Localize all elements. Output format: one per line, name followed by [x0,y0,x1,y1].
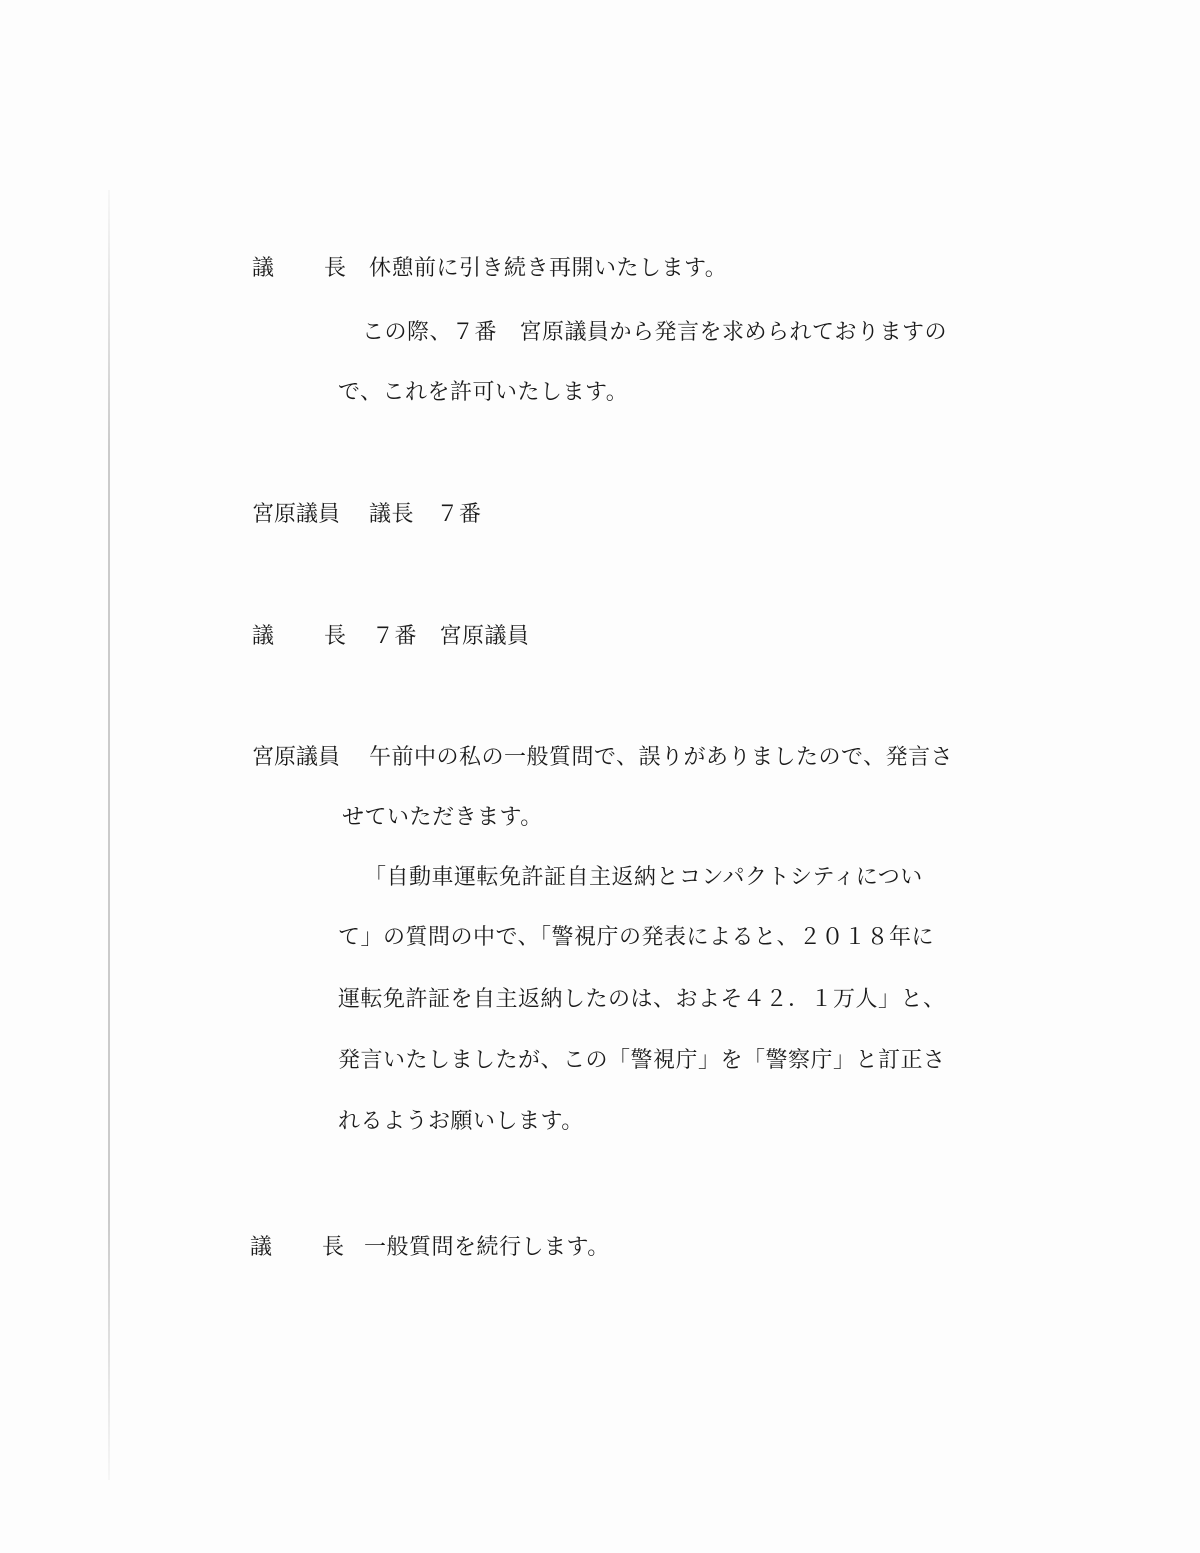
statement-line: 発言いたしましたが、この「警視庁」を「警察庁」と訂正さ [338,1048,946,1073]
scan-edge-line [108,190,110,1480]
speaker-chair-char1: 議 [252,256,275,281]
speaker-chair-char1: 議 [250,1235,273,1260]
speaker-chair [250,1233,344,1263]
speaker-miyahara: 宮原議員 [252,502,341,527]
statement-line: 「自動車運転免許証自主返納とコンパクトシティについ [364,865,923,890]
statement-line: れるようお願いします。 [338,1109,584,1134]
statement-line: ７番 宮原議員 [372,624,530,649]
statement-line: 運転免許証を自主返納したのは、およそ４２．１万人」と、 [338,987,946,1012]
statement-line: 休憩前に引き続き再開いたします。 [369,256,728,281]
speaker-chair [252,622,346,652]
statement-line: て」の質問の中で、「警視庁の発表によると、２０１８年に [338,925,935,950]
statement-line: 一般質問を続行します。 [364,1235,610,1260]
statement-line: せていただきます。 [342,805,543,830]
statement-line: で、これを許可いたします。 [338,380,629,405]
statement-line: 議長 ７番 [369,502,482,527]
speaker-chair-char2: 長 [323,256,346,281]
speaker-chair [252,254,346,284]
statement-line: この際、７番 宮原議員から発言を求められておりますの [362,320,948,345]
speaker-miyahara: 宮原議員 [252,745,341,770]
speaker-chair-char1: 議 [252,624,275,649]
statement-line: 午前中の私の一般質問で、誤りがありましたので、発言さ [369,745,954,770]
speaker-chair-char2: 長 [323,624,346,649]
speaker-chair-char2: 長 [321,1235,344,1260]
